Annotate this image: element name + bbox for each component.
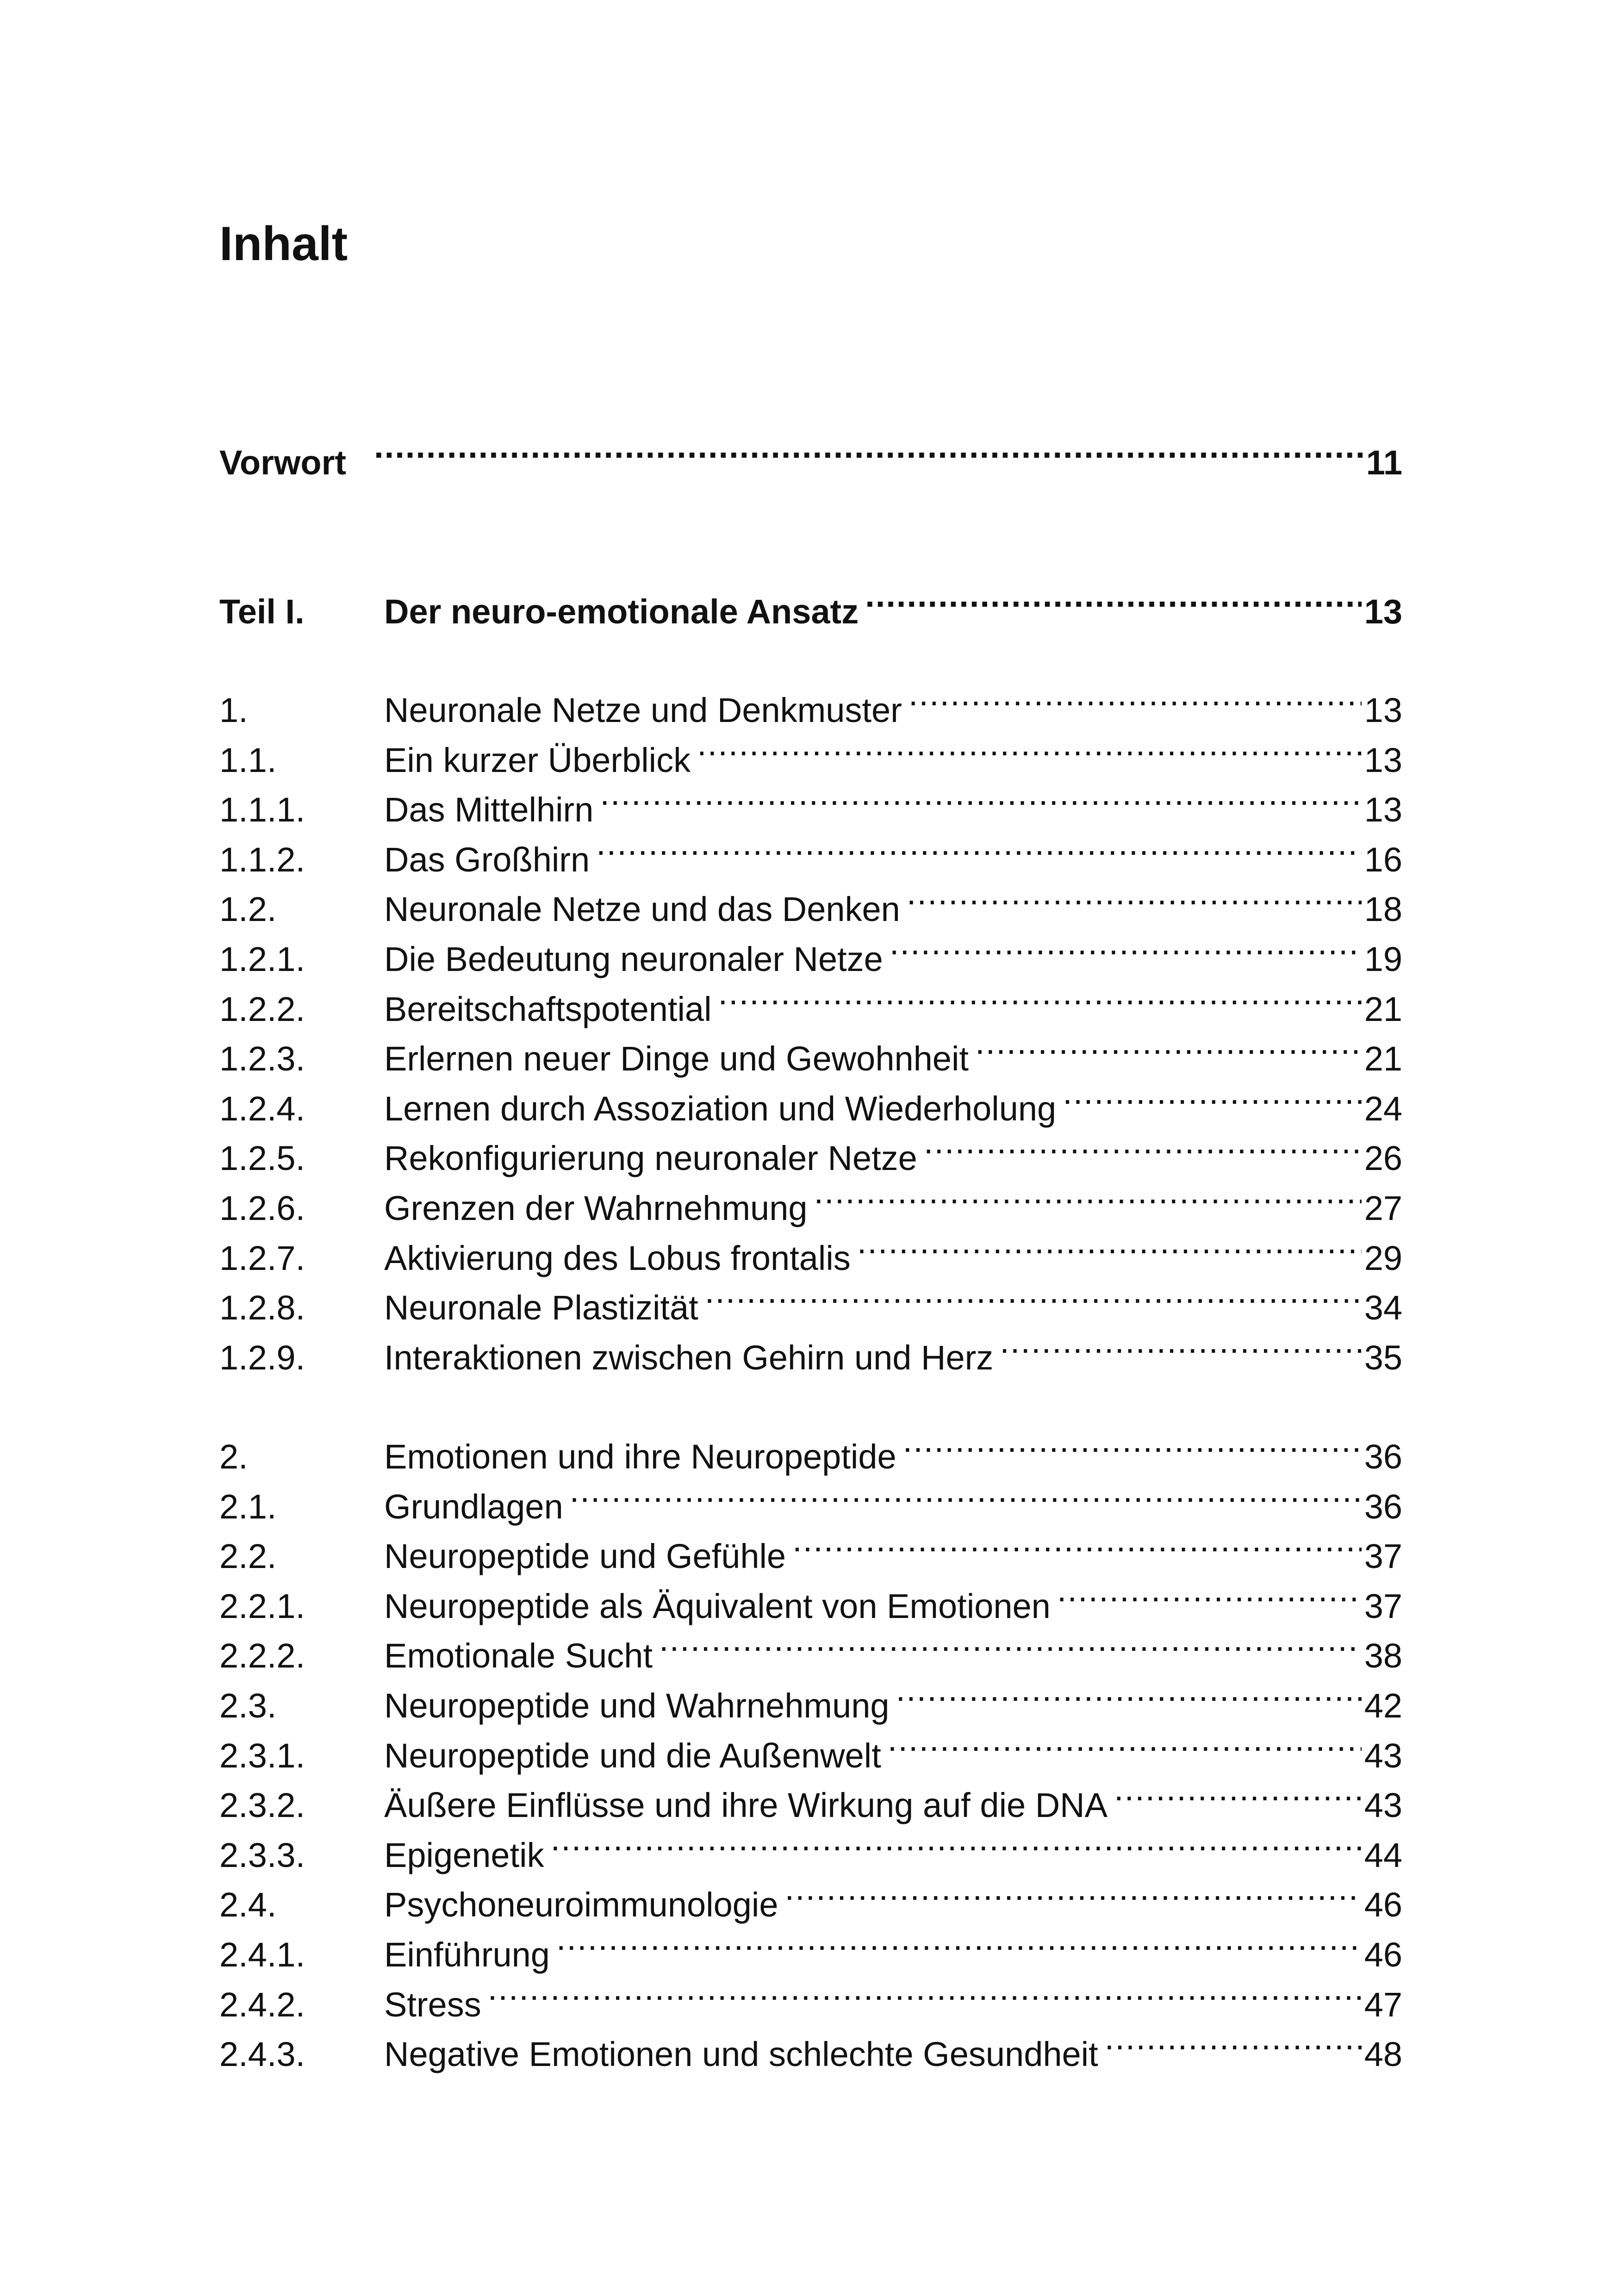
toc-entry-title: Äußere Einflüsse und ihre Wirkung auf die DNA — [384, 1786, 1108, 1825]
toc-entry-page: 42 — [1364, 1686, 1402, 1725]
toc-leader-dots — [792, 1517, 1362, 1568]
toc-entry-title: Ein kurzer Überblick — [384, 740, 691, 779]
toc-entry-vorwort[interactable] — [219, 423, 1402, 482]
toc-entry-title: Vorwort — [219, 443, 347, 482]
toc-entry-number: 1.2.2. — [219, 989, 305, 1028]
toc-entry-page: 16 — [1364, 840, 1402, 879]
toc-entry-number: 1.2.9. — [219, 1338, 305, 1377]
toc-leader-dots — [1105, 2015, 1362, 2066]
toc-entry-number: 2. — [219, 1437, 248, 1476]
toc-entry[interactable] — [219, 1517, 1402, 1576]
toc-leader-dots — [1063, 1070, 1362, 1120]
toc-entry-page: 11 — [1366, 443, 1402, 482]
toc-entry-number: 1.2.1. — [219, 940, 305, 978]
toc-entry-number: Teil I. — [219, 592, 305, 631]
toc-entry-number: 1.1.1. — [219, 790, 305, 829]
toc-entry-title: Stress — [384, 1985, 481, 2024]
toc-entry-number: 2.3.1. — [219, 1736, 305, 1775]
toc-entry-number: 1.2.6. — [219, 1189, 305, 1227]
toc-entry-title: Negative Emotionen und schlechte Gesundheit — [384, 2035, 1098, 2074]
toc-entry[interactable] — [219, 1617, 1402, 1675]
toc-entry-title: Neuronale Netze und das Denken — [384, 890, 900, 929]
toc-entry-title: Interaktionen zwischen Gehirn und Herz — [384, 1338, 994, 1377]
toc-entry-page: 37 — [1364, 1587, 1402, 1625]
toc-entry-title: Aktivierung des Lobus frontalis — [384, 1238, 851, 1277]
toc-entry-number: 2.4. — [219, 1885, 277, 1924]
toc-entry-page: 13 — [1364, 691, 1402, 729]
toc-entry-page: 29 — [1364, 1238, 1402, 1277]
toc-entry-title: Bereitschaftspotential — [384, 989, 712, 1028]
toc-entry-page: 13 — [1364, 592, 1402, 631]
toc-entry-number: 1.2. — [219, 890, 277, 929]
toc-leader-dots — [907, 870, 1362, 921]
toc-entry-title: Die Bedeutung neuronaler Netze — [384, 940, 883, 978]
toc-entry[interactable] — [219, 1717, 1402, 1775]
toc-entry-number: 2.2.1. — [219, 1587, 305, 1625]
toc-entry-part-1[interactable] — [219, 572, 1402, 631]
toc-entry-page: 37 — [1364, 1537, 1402, 1576]
toc-entry-title: Rekonfigurierung neuronaler Netze — [384, 1139, 917, 1178]
toc-entry-number: 2.3. — [219, 1686, 277, 1725]
toc-entry[interactable] — [219, 1567, 1402, 1625]
toc-entry-page: 43 — [1364, 1736, 1402, 1775]
toc-entry[interactable] — [219, 1468, 1402, 1526]
toc-entry[interactable] — [219, 1966, 1402, 2024]
toc-entry[interactable] — [219, 1020, 1402, 1078]
toc-leader-dots — [570, 1468, 1362, 1518]
toc-entry-number: 2.1. — [219, 1487, 277, 1526]
toc-entry[interactable] — [219, 1418, 1402, 1476]
toc-entry-title: Lernen durch Assoziation und Wiederholung — [384, 1089, 1057, 1128]
toc-leader-dots — [1114, 1766, 1362, 1817]
toc-entry-number: 1.2.3. — [219, 1039, 305, 1078]
toc-entry-number: 2.4.2. — [219, 1985, 305, 2024]
toc-leader-dots — [909, 671, 1362, 722]
toc-leader-dots — [551, 1816, 1362, 1867]
toc-entry[interactable] — [219, 1119, 1402, 1178]
toc-entry-title: Emotionale Sucht — [384, 1636, 653, 1675]
toc-entry-title: Grenzen der Wahrnehmung — [384, 1189, 808, 1227]
toc-entry-title: Erlernen neuer Dinge und Gewohnheit — [384, 1039, 969, 1078]
toc-entry-title: Der neuro-emotionale Ansatz — [384, 592, 859, 631]
page-title: Inhalt — [219, 217, 348, 271]
toc-entry[interactable] — [219, 970, 1402, 1028]
toc-entry-number: 1.2.7. — [219, 1238, 305, 1277]
toc-entry-title: Neuropeptide und Gefühle — [384, 1537, 786, 1576]
toc-entry[interactable] — [219, 771, 1402, 829]
toc-entry-title: Neuropeptide und Wahrnehmung — [384, 1686, 890, 1725]
toc-entry-page: 46 — [1364, 1885, 1402, 1924]
toc-leader-dots — [896, 1667, 1362, 1717]
toc-entry[interactable] — [219, 1169, 1402, 1227]
toc-entry[interactable] — [219, 721, 1402, 779]
toc-entry-page: 24 — [1364, 1089, 1402, 1128]
toc-leader-dots — [975, 1020, 1362, 1070]
toc-entry-number: 1.2.8. — [219, 1288, 305, 1327]
toc-entry-page: 36 — [1364, 1437, 1402, 1476]
toc-leader-dots — [1000, 1319, 1361, 1369]
toc-entry-page: 34 — [1364, 1288, 1402, 1327]
toc-entry-title: Neuropeptide und die Außenwelt — [384, 1736, 881, 1775]
toc-entry-page: 13 — [1364, 740, 1402, 779]
toc-entry[interactable] — [219, 870, 1402, 929]
toc-entry-page: 26 — [1364, 1139, 1402, 1178]
toc-entry-title: Epigenetik — [384, 1836, 544, 1874]
toc-entry-number: 1.2.5. — [219, 1139, 305, 1178]
toc-entry[interactable] — [219, 1866, 1402, 1924]
toc-entry-page: 19 — [1364, 940, 1402, 978]
toc-leader-dots — [1057, 1567, 1362, 1618]
toc-entry-page: 18 — [1364, 890, 1402, 929]
toc-leader-dots — [596, 821, 1362, 871]
toc-entry[interactable] — [219, 1269, 1402, 1327]
toc-entry[interactable] — [219, 1219, 1402, 1277]
toc-leader-dots — [488, 1966, 1362, 2016]
toc-entry-page: 21 — [1364, 989, 1402, 1028]
toc-leader-dots — [890, 920, 1362, 971]
toc-leader-dots — [888, 1717, 1362, 1767]
toc-entry-number: 1. — [219, 691, 248, 729]
toc-entry-title: Einführung — [384, 1935, 550, 1974]
toc-leader-dots — [705, 1269, 1362, 1319]
toc-entry-number: 1.1.2. — [219, 840, 305, 879]
toc-entry-page: 46 — [1364, 1935, 1402, 1974]
toc-entry-page: 27 — [1364, 1189, 1402, 1227]
toc-entry[interactable] — [219, 1070, 1402, 1128]
toc-entry-number: 1.2.4. — [219, 1089, 305, 1128]
toc-entry-page: 48 — [1364, 2035, 1402, 2074]
toc-entry-page: 38 — [1364, 1636, 1402, 1675]
toc-entry-title: Neuronale Plastizität — [384, 1288, 698, 1327]
toc-entry[interactable] — [219, 1816, 1402, 1874]
toc-entry-page: 13 — [1364, 790, 1402, 829]
toc-entry-page: 36 — [1364, 1487, 1402, 1526]
toc-entry-title: Psychoneuroimmunologie — [384, 1885, 778, 1924]
toc-entry-page: 21 — [1364, 1039, 1402, 1078]
toc-entry-page: 43 — [1364, 1786, 1402, 1825]
toc-leader-dots — [814, 1169, 1362, 1220]
toc-entry-page: 47 — [1364, 1985, 1402, 2024]
toc-entry[interactable] — [219, 1766, 1402, 1825]
toc-entry-number: 1.1. — [219, 740, 277, 779]
toc-entry[interactable] — [219, 1667, 1402, 1725]
toc-entry-number: 2.2.2. — [219, 1636, 305, 1675]
toc-leader-dots — [374, 423, 1363, 474]
toc-entry[interactable] — [219, 920, 1402, 978]
toc-leader-dots — [865, 572, 1361, 623]
toc-leader-dots — [697, 721, 1362, 772]
toc-leader-dots — [857, 1219, 1362, 1270]
toc-entry-title: Emotionen und ihre Neuropeptide — [384, 1437, 896, 1476]
toc-leader-dots — [903, 1418, 1362, 1468]
toc-entry[interactable] — [219, 1319, 1402, 1377]
toc-entry-title: Grundlagen — [384, 1487, 563, 1526]
toc-entry-number: 2.4.3. — [219, 2035, 305, 2074]
toc-entry-page: 44 — [1364, 1836, 1402, 1874]
toc-entry[interactable] — [219, 821, 1402, 879]
toc-entry-number: 2.3.3. — [219, 1836, 305, 1874]
toc-entry-title: Das Mittelhirn — [384, 790, 594, 829]
toc-leader-dots — [784, 1866, 1361, 1916]
toc-entry[interactable] — [219, 1916, 1402, 1974]
toc-leader-dots — [600, 771, 1361, 821]
toc-entry-page: 35 — [1364, 1338, 1402, 1377]
toc-entry-number: 2.2. — [219, 1537, 277, 1576]
toc-entry-title: Das Großhirn — [384, 840, 590, 879]
toc-entry[interactable] — [219, 2015, 1402, 2074]
toc-leader-dots — [556, 1916, 1362, 1966]
toc-leader-dots — [924, 1119, 1362, 1170]
toc-entry-number: 2.4.1. — [219, 1935, 305, 1974]
toc-entry-title: Neuronale Netze und Denkmuster — [384, 691, 902, 729]
toc-leader-dots — [718, 970, 1362, 1021]
toc-entry-number: 2.3.2. — [219, 1786, 305, 1825]
toc-entry-title: Neuropeptide als Äquivalent von Emotionen — [384, 1587, 1051, 1625]
toc-entry[interactable] — [219, 671, 1402, 729]
toc-leader-dots — [659, 1617, 1362, 1668]
